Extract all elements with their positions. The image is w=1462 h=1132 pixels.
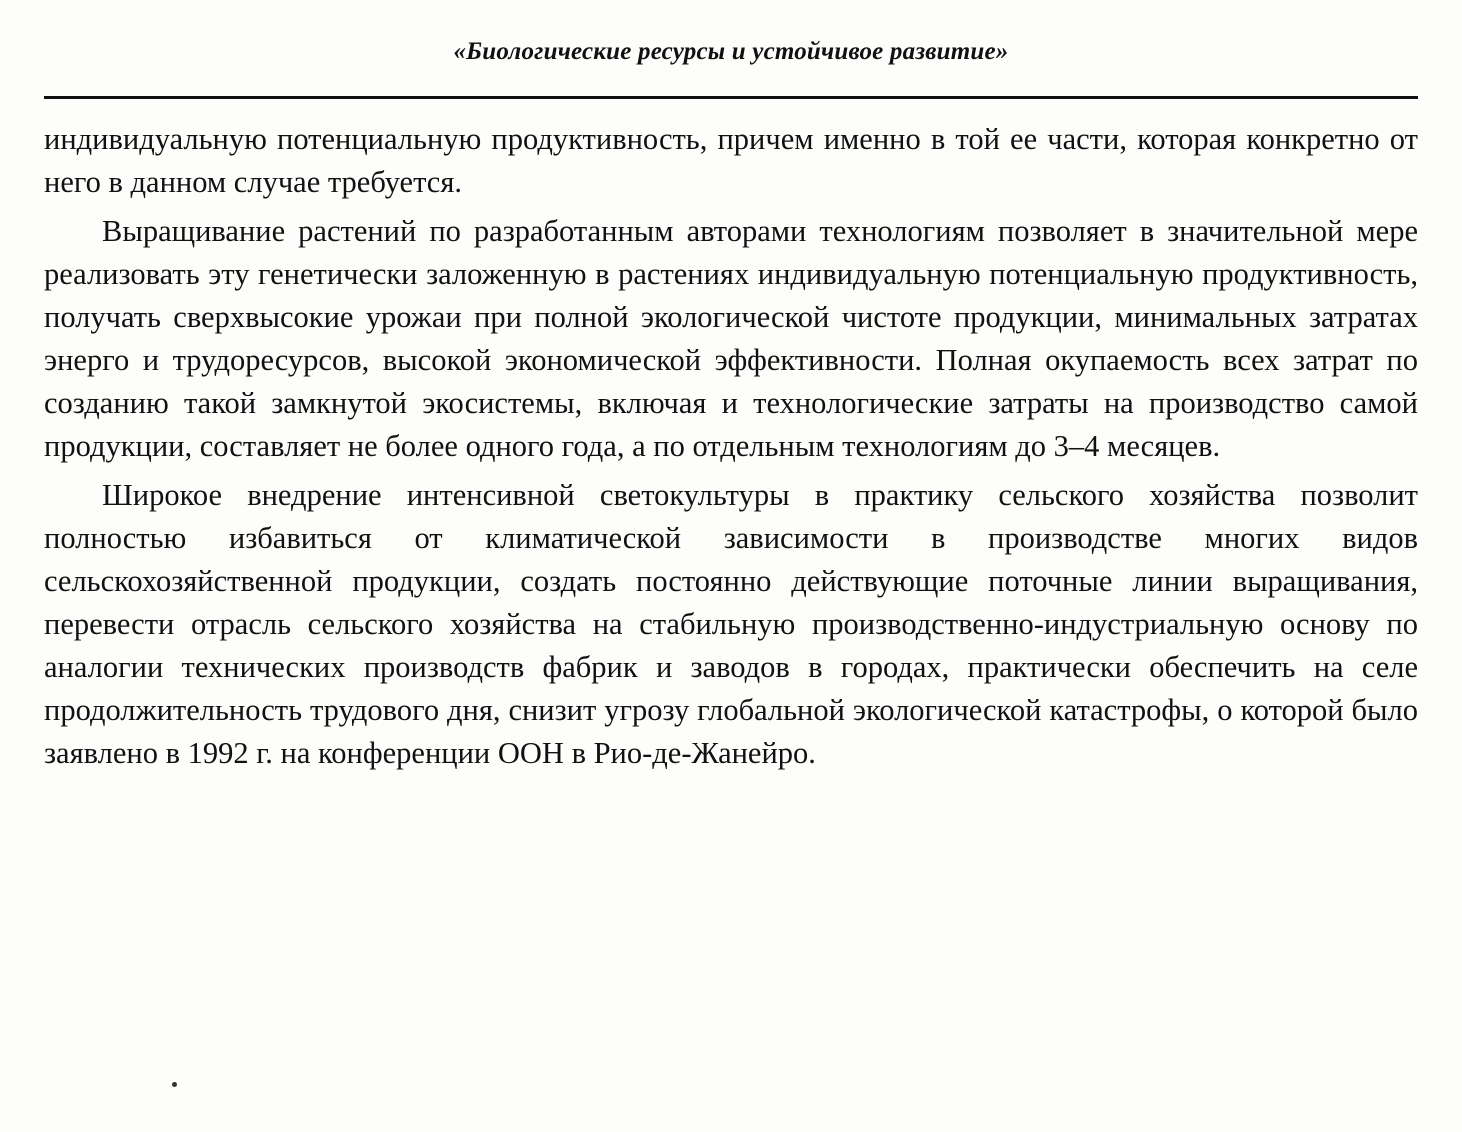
page-footer-mark [172, 1082, 177, 1087]
running-head: «Биологические ресурсы и устойчивое развитие» [453, 38, 1009, 65]
paragraph-continuation: индивидуальную потенциальную продуктивность, причем именно в той ее части, которая конкретно от него в данном случае требуется. [44, 122, 1418, 199]
paragraph-cultivation: Выращивание растений по разработанным авторами технологиям позволяет в значительной мере реализовать эту генетически заложенную в растениях индивидуальную потенциальную продуктивность, получать сверхвысокие урожаи при полной экологической чистоте продукции, минимальных затратах энерго и трудоресурсов, высокой экономической эффективности. Полная окупаемость всех затрат по созданию такой замкнутой экосистемы, включая и технологические затраты на производство самой продукции, составляет не более одного года, а по отдельным технологиям до 3–4 месяцев. [44, 214, 1418, 463]
body-text-column [44, 118, 1418, 775]
header-rule [44, 96, 1418, 99]
paragraph-implementation: Широкое внедрение интенсивной светокультуры в практику сельского хозяйства позволит полностью избавиться от климатической зависимости в производстве многих видов сельскохозяйственной продукции, создать постоянно действующие поточные линии выращивания, перевести отрасль сельского хозяйства на стабильную производственно-индустриальную основу по аналогии технических производств фабрик и заводов в городах, практически обеспечить на селе продолжительность трудового дня, снизит угрозу глобальной экологической катастрофы, о которой было заявлено в 1992 г. на конференции ООН в Рио-де-Жанейро. [44, 478, 1418, 770]
